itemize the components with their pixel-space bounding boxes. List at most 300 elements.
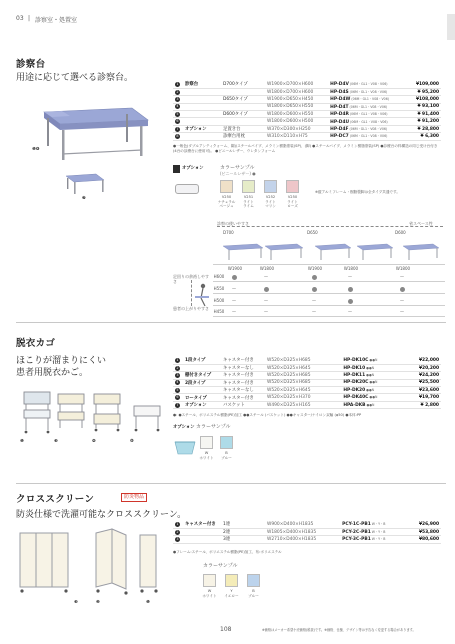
svg-text:❶: ❶ xyxy=(20,438,24,443)
row-model xyxy=(341,387,402,394)
row-number-badge: 7 xyxy=(176,402,179,407)
row-model-code: HP-DK40C xyxy=(343,395,369,401)
row-model-code: HP-D4T xyxy=(330,104,349,110)
exam-spec-table xyxy=(173,81,441,141)
exam-color-sample-title: カラーサンプル xyxy=(220,165,255,171)
row-model-code: HPA-DKB xyxy=(343,402,366,408)
color-swatch xyxy=(247,574,260,587)
grid-header-line xyxy=(213,264,445,265)
color-swatch xyxy=(225,574,238,587)
row-price: ¥24,200 xyxy=(402,372,441,379)
basket-row xyxy=(173,379,441,386)
basket-section-title: 脱衣カゴ xyxy=(16,338,56,349)
grid-col-d650: D650 xyxy=(307,230,318,235)
row-name: ロータイプ xyxy=(183,394,221,401)
grid-row-label: H500 xyxy=(213,298,225,303)
grid-row-label: H600 xyxy=(213,274,225,279)
screen-notes: ●フレーム:スチール、ポリエステル樹脂(PE)加工、布:ポリエステル xyxy=(173,550,282,554)
exam-swatch-note: ※縦アルミフレーム・樹脂製脚は全タイプ共通です。 xyxy=(315,190,400,194)
row-name xyxy=(183,96,221,103)
swatch-code: W xyxy=(207,589,212,593)
basket-color-sample-title: カラーサンプル xyxy=(196,424,231,430)
exam-row xyxy=(173,133,441,140)
row-price: ¥20,200 xyxy=(402,364,441,371)
row-variant: 診療台用枕 xyxy=(221,133,265,140)
row-dimensions: W1800×D650×H550 xyxy=(265,103,328,110)
row-model-code: HP-DK11 xyxy=(343,372,366,378)
basket-catch-line-1: ほこりが溜まりにくい xyxy=(16,356,107,366)
screen-spec-table xyxy=(173,521,441,544)
row-number xyxy=(173,372,183,379)
svg-text:❼: ❼ xyxy=(82,195,86,200)
row-variant: D650タイプ xyxy=(221,96,265,103)
basket-row xyxy=(173,364,441,371)
row-model-suffix: ●●N xyxy=(366,402,375,407)
row-model-code: HP-D4W xyxy=(330,97,351,103)
basket-illustrations xyxy=(14,384,174,444)
row-model xyxy=(340,521,407,528)
grid-unavailable-dash: — xyxy=(264,274,268,279)
grid-col-label: W1800 xyxy=(343,266,359,271)
row-model-suffix: W・Y・B xyxy=(371,530,386,535)
row-dimensions: W520×D325×H685 xyxy=(265,372,341,379)
row-name: オプション xyxy=(183,401,221,408)
side-tab xyxy=(447,14,455,40)
row-name xyxy=(183,88,221,95)
row-name xyxy=(183,528,221,535)
row-model xyxy=(341,394,402,401)
grid-available-dot xyxy=(312,275,317,280)
grid-mini-tables xyxy=(217,236,445,262)
grid-left-top-label: 足回りの余裕しやすさ xyxy=(173,274,209,284)
color-swatch xyxy=(264,180,277,193)
grid-available-dot xyxy=(348,287,353,292)
row-dimensions: W900×D400×H1835 xyxy=(265,521,340,528)
color-swatch xyxy=(203,574,216,587)
row-price: ¥ 28,800 xyxy=(407,125,441,132)
grid-unavailable-dash: — xyxy=(312,298,316,303)
row-model-code: HP-D4U xyxy=(330,119,350,125)
row-model-suffix: W・Y・B xyxy=(371,522,386,527)
row-number xyxy=(173,357,183,364)
row-number xyxy=(173,528,183,535)
color-swatch xyxy=(242,180,255,193)
page-section-separator: | xyxy=(28,15,31,22)
row-variant: D600タイプ xyxy=(221,111,265,118)
row-variant: バスケット xyxy=(221,401,265,408)
row-model-suffix: W・Y・B xyxy=(371,537,386,542)
color-swatch xyxy=(286,180,299,193)
row-name: 1段タイプ xyxy=(183,357,221,364)
row-dimensions: W520×D325×H685 xyxy=(265,379,341,386)
swatch-name: ブルー xyxy=(248,594,259,598)
swatch-name: ライト ローズ xyxy=(287,200,298,209)
row-price: ¥ 93,100 xyxy=(407,103,441,110)
row-name xyxy=(183,133,221,140)
basket-catch-line-2: 患者用脱衣かご。 xyxy=(16,368,89,378)
svg-text:❶❹: ❶❹ xyxy=(32,146,40,151)
row-price: ¥53,800 xyxy=(407,528,441,535)
basket-notes: ●: ●スチール、ポリエステル樹脂(PE)加工 ●●スチール (バスケット) ●●キャスター/ナイロン双輪 (φ50) ●本体:PP xyxy=(173,413,362,417)
row-dimensions: W310×D110×H75 xyxy=(265,133,328,140)
grid-col-label: W1900 xyxy=(307,266,323,271)
grid-row-label: H450 xyxy=(213,309,225,314)
row-model xyxy=(341,379,402,386)
row-price: ¥23,600 xyxy=(402,387,441,394)
svg-text:❸: ❸ xyxy=(54,438,58,443)
row-number xyxy=(173,379,183,386)
row-number xyxy=(173,521,183,528)
row-number xyxy=(173,88,183,95)
exam-swatch-row xyxy=(217,180,310,212)
row-name: オプション xyxy=(183,125,221,132)
row-dimensions: W1900×D650×H450 xyxy=(265,96,328,103)
swatch-code: V250 xyxy=(287,195,298,199)
row-dimensions: W1900×D700×H600 xyxy=(265,81,328,88)
row-model-code: HP-DK20 xyxy=(343,387,366,393)
page-section-number: 03 xyxy=(16,15,24,22)
screen-row xyxy=(173,521,441,528)
grid-left-bottom-label: 患者の上がりやすさ xyxy=(173,306,209,311)
grid-unavailable-dash: — xyxy=(348,309,352,314)
row-number-badge: 5 xyxy=(176,111,179,116)
row-number-badge: 1 xyxy=(176,81,179,86)
footstool-illustration xyxy=(60,170,112,200)
row-model-suffix: ●●N xyxy=(369,395,378,400)
row-name: 棚付きタイプ xyxy=(183,372,221,379)
row-model-suffix: ●●N xyxy=(366,365,375,370)
screen-illustrations xyxy=(16,525,176,605)
exam-catchphrase: 用途に応じて選べる診察台。 xyxy=(16,73,134,83)
row-number-badge: 1 xyxy=(176,521,179,526)
header-bar xyxy=(16,14,446,26)
row-number xyxy=(173,81,183,88)
row-dimensions: W370×D300×H250 xyxy=(265,125,328,132)
option-marker xyxy=(173,165,180,173)
grid-unavailable-dash: — xyxy=(400,309,404,314)
color-swatch xyxy=(220,180,233,193)
row-model-suffix: ●●N xyxy=(369,380,378,385)
swatch-code: B xyxy=(252,589,255,593)
grid-unavailable-dash: — xyxy=(264,298,268,303)
basket-row xyxy=(173,401,441,408)
row-price: ¥ 6,300 xyxy=(407,133,441,140)
basket-row xyxy=(173,357,441,364)
row-number-badge: 3 xyxy=(176,96,179,101)
grid-unavailable-dash: — xyxy=(232,309,236,314)
row-model xyxy=(328,133,407,140)
row-dimensions: W520×D325×H645 xyxy=(265,364,341,371)
row-price: ¥26,900 xyxy=(407,521,441,528)
exam-row xyxy=(173,125,441,132)
row-name xyxy=(183,387,221,394)
row-model-suffix: (06M・GL1・V08・V06) xyxy=(349,112,388,117)
screen-row xyxy=(173,536,441,543)
exam-row xyxy=(173,96,441,103)
screen-catchphrase: 防炎仕様で洗濯可能なクロススクリーン。 xyxy=(16,510,187,520)
row-number xyxy=(173,133,183,140)
row-model xyxy=(328,125,407,132)
row-model-suffix: ●●N xyxy=(369,357,378,362)
svg-text:❻: ❻ xyxy=(130,438,134,443)
row-model-code: PCY-2C-PB1 xyxy=(342,530,371,536)
row-model xyxy=(328,118,407,125)
row-variant: 2連 xyxy=(221,528,265,535)
basket-option-illustration xyxy=(173,438,197,456)
grid-unavailable-dash: — xyxy=(312,309,316,314)
row-variant xyxy=(221,88,265,95)
row-variant: キャスター付き xyxy=(221,372,265,379)
swatch-name: ホワイト xyxy=(199,456,214,460)
row-variant: キャスター付き xyxy=(221,394,265,401)
color-swatch xyxy=(220,436,233,449)
screen-color-sample-title: カラーサンプル xyxy=(203,563,238,569)
row-variant: 1連 xyxy=(221,521,265,528)
row-number-badge: 3 xyxy=(176,372,179,377)
swatch-code: B xyxy=(225,451,228,455)
row-model-suffix: (06M・GL1・V08・V06) xyxy=(351,97,389,102)
row-model-code: HP-DK10 xyxy=(343,365,366,371)
row-variant xyxy=(221,118,265,125)
screen-flame-tag: 防炎物品 xyxy=(121,493,147,502)
row-model xyxy=(328,103,407,110)
screen-row xyxy=(173,528,441,535)
row-number-badge: 2 xyxy=(176,89,179,94)
basket-option-label: オプション xyxy=(173,425,195,430)
grid-available-dot xyxy=(312,287,317,292)
grid-col-label: W1900 xyxy=(227,266,243,271)
swatch-code: W xyxy=(204,451,209,455)
row-dimensions: W1800×D700×H600 xyxy=(265,88,328,95)
swatch-name: ホワイト xyxy=(202,594,217,598)
footer-note: ※価格はメーカー希望小売価格(税抜)です。※価格、仕様、デザイン等は予告なく変更する場合があります。 xyxy=(262,628,416,632)
grid-available-dot xyxy=(264,287,269,292)
row-model xyxy=(328,96,407,103)
row-dimensions: W520×D325×H370 xyxy=(265,394,341,401)
section-divider-1 xyxy=(16,322,446,323)
swatch-name: イエロー xyxy=(224,594,239,598)
row-model-code: PCY-1C-PB1 xyxy=(342,522,371,528)
row-model xyxy=(341,372,402,379)
svg-text:❸: ❸ xyxy=(74,599,78,604)
svg-text:❶: ❶ xyxy=(146,599,150,604)
row-number-badge: 6 xyxy=(176,119,179,124)
row-number-badge: 8 xyxy=(176,133,179,138)
grid-row-line xyxy=(213,316,445,317)
grid-right-label: 省スペース性 xyxy=(409,221,433,226)
grid-unavailable-dash: — xyxy=(232,286,236,291)
svg-text:❹: ❹ xyxy=(92,438,96,443)
screen-swatch-row xyxy=(203,574,283,606)
swatch-name: ライト ライム xyxy=(243,200,254,209)
row-model-code: HP-D4V xyxy=(330,82,349,88)
row-price: ¥ 2,800 xyxy=(402,401,441,408)
basket-row xyxy=(173,387,441,394)
row-model-suffix: (06M・GL1・V08・V06) xyxy=(349,90,388,95)
row-name xyxy=(183,536,221,543)
row-number-badge: 3 xyxy=(176,536,179,541)
row-price: ¥ 91,200 xyxy=(407,118,441,125)
row-model xyxy=(340,528,407,535)
grid-unavailable-dash: — xyxy=(400,274,404,279)
row-price: ¥25,500 xyxy=(402,379,441,386)
row-model-code: HP-D4S xyxy=(330,90,349,96)
row-model-suffix: (06M・GL1・V08・V06) xyxy=(349,104,388,109)
row-number-badge: 5 xyxy=(176,387,179,392)
row-number-badge: 2 xyxy=(176,529,179,534)
swatch-code: Y xyxy=(230,589,233,593)
row-variant: キャスターなし xyxy=(221,364,265,371)
row-model-code: HP-DK10C xyxy=(343,357,369,363)
row-price: ¥ 91,400 xyxy=(407,111,441,118)
grid-row-label: H550 xyxy=(213,286,225,291)
grid-available-dot xyxy=(400,287,405,292)
exam-row xyxy=(173,111,441,118)
row-number xyxy=(173,111,183,118)
row-model-code: HP-DC7 xyxy=(330,134,349,140)
row-number xyxy=(173,536,183,543)
page-section-title: 診察室・処置室 xyxy=(35,17,78,24)
exam-notes: ●一般色(ダブルアンティクォーム、鋼)/スチールパイプ、メラミン樹脂塗装(SP)、(脚) ●スチールパイプ、メラミン樹脂塗装(SP) ●診療台の枠構造の同じ受け台付き(4台の診療台に使用可)。 ●ビニールレザー、ウレタンフォーム xyxy=(173,144,438,153)
row-variant: キャスター付き xyxy=(221,357,265,364)
row-model-suffix: ●●N xyxy=(366,372,375,377)
row-model xyxy=(340,536,407,543)
screen-section-title: クロススクリーン xyxy=(16,494,95,505)
row-model-suffix: ●●N xyxy=(366,387,375,392)
row-number xyxy=(173,96,183,103)
row-model-suffix: (06M・GL1・V08・V06) xyxy=(350,119,388,124)
grid-row-line xyxy=(213,281,445,282)
row-number xyxy=(173,118,183,125)
swatch-code: V250 xyxy=(221,195,232,199)
grid-unavailable-dash: — xyxy=(264,309,268,314)
exam-row xyxy=(173,81,441,88)
row-model xyxy=(341,364,402,371)
grid-unavailable-dash: — xyxy=(400,298,404,303)
row-name xyxy=(183,103,221,110)
row-price: ¥ 95,200 xyxy=(407,88,441,95)
row-price: ¥109,000 xyxy=(407,81,441,88)
row-number xyxy=(173,394,183,401)
svg-text:❷: ❷ xyxy=(96,599,100,604)
grid-unavailable-dash: — xyxy=(232,298,236,303)
row-price: ¥108,000 xyxy=(407,96,441,103)
grid-patient-figures xyxy=(187,256,213,314)
row-number xyxy=(173,401,183,408)
row-dimensions: W1805×D400×H1835 xyxy=(265,528,340,535)
row-variant: 3連 xyxy=(221,536,265,543)
row-model-suffix: (06M・GL1・V08・V06) xyxy=(349,134,388,139)
grid-top-label: 診察の使いやすさ xyxy=(217,221,249,226)
row-model-code: PCY-3C-PB1 xyxy=(342,537,371,543)
basket-swatch-row xyxy=(200,436,260,468)
grid-unavailable-dash: — xyxy=(348,274,352,279)
row-number-badge: 2 xyxy=(176,365,179,370)
swatch-name: ナチュラル ベージュ xyxy=(217,200,236,209)
swatch-name: ライト マリン xyxy=(265,200,276,209)
row-model xyxy=(341,401,402,408)
row-model xyxy=(328,88,407,95)
row-model-code: HP-D4R xyxy=(330,112,349,118)
row-variant: 足置き台 xyxy=(221,125,265,132)
grid-col-d700: D700 xyxy=(223,230,234,235)
row-dimensions: W520×D325×H645 xyxy=(265,387,341,394)
swatch-code: V252 xyxy=(265,195,276,199)
row-number xyxy=(173,364,183,371)
exam-row xyxy=(173,118,441,125)
row-number-badge: 4 xyxy=(176,104,179,109)
row-model xyxy=(341,357,402,364)
exam-row xyxy=(173,103,441,110)
grid-col-label: W1800 xyxy=(259,266,275,271)
grid-col-d600: D600 xyxy=(395,230,406,235)
row-variant xyxy=(221,103,265,110)
row-variant: D700タイプ xyxy=(221,81,265,88)
row-model-code: HP-DK20C xyxy=(343,380,369,386)
selection-grid xyxy=(173,222,445,314)
row-name: 2段タイプ xyxy=(183,379,221,386)
grid-available-dot xyxy=(348,299,353,304)
row-name: 診察台 xyxy=(183,81,221,88)
grid-row-line xyxy=(213,305,445,306)
row-dimensions: W2710×D400×H1835 xyxy=(265,536,340,543)
row-dimensions: W490×D325×H165 xyxy=(265,401,341,408)
exam-option-label: オプション xyxy=(182,166,204,171)
swatch-code: V251 xyxy=(243,195,254,199)
row-name xyxy=(183,364,221,371)
row-price: ¥19,700 xyxy=(402,394,441,401)
row-model xyxy=(328,81,407,88)
exam-row xyxy=(173,88,441,95)
section-divider-2 xyxy=(16,483,446,484)
grid-col-label: W1800 xyxy=(395,266,411,271)
color-swatch xyxy=(200,436,213,449)
exam-color-sample-sub: (ビニールレザー) ● xyxy=(220,171,256,176)
row-number xyxy=(173,125,183,132)
row-variant: キャスターなし xyxy=(221,387,265,394)
row-model-suffix: (06M・GL1・V08・V06) xyxy=(349,127,388,132)
pillow-illustration xyxy=(175,184,199,194)
row-name xyxy=(183,111,221,118)
row-variant: キャスター付き xyxy=(221,379,265,386)
row-number-badge: 4 xyxy=(176,380,179,385)
row-number-badge: 1 xyxy=(176,357,179,362)
exam-table-illustration xyxy=(14,94,154,179)
row-dimensions: W1800×D600×H550 xyxy=(265,111,328,118)
basket-spec-table xyxy=(173,357,441,409)
row-model xyxy=(328,111,407,118)
row-model-code: HP-D4F xyxy=(330,127,349,133)
basket-row xyxy=(173,394,441,401)
grid-available-dot xyxy=(232,275,237,280)
row-number xyxy=(173,387,183,394)
row-name xyxy=(183,118,221,125)
footer-page-number: 108 xyxy=(220,626,232,633)
row-number xyxy=(173,103,183,110)
row-number-badge: 6 xyxy=(176,395,179,400)
row-price: ¥22,000 xyxy=(402,357,441,364)
row-dimensions: W520×D325×H685 xyxy=(265,357,341,364)
row-number-badge: 7 xyxy=(176,126,179,131)
basket-row xyxy=(173,372,441,379)
row-name: キャスター付き xyxy=(183,521,221,528)
row-dimensions: W1800×D600×H500 xyxy=(265,118,328,125)
row-price: ¥80,600 xyxy=(407,536,441,543)
exam-section-title: 診察台 xyxy=(16,59,46,70)
row-model-suffix: (06M・GL1・V08・V06) xyxy=(349,82,388,87)
swatch-name: ブルー xyxy=(221,456,232,460)
grid-row-line xyxy=(213,293,445,294)
